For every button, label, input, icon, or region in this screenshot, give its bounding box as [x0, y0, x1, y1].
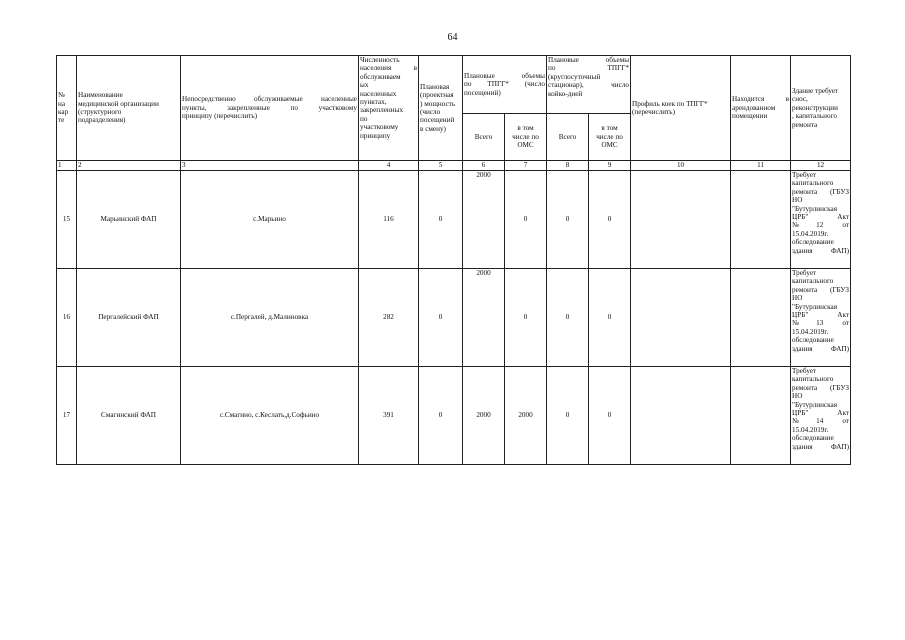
- cell-line: 15.04.2019г.: [792, 327, 829, 336]
- header-rented: [731, 56, 791, 161]
- cell-line: Здание требует: [792, 86, 839, 95]
- cell-line: НО: [792, 294, 803, 303]
- row-visits-oms: 0: [505, 171, 547, 269]
- cell-line: по ТПГГ* (число: [464, 80, 546, 89]
- header-visits-oms: [505, 114, 547, 161]
- row-points: с.Пергалей, д.Малиновка: [181, 269, 359, 367]
- colnum-5: 5: [419, 161, 463, 171]
- cell-line: населения в: [360, 64, 417, 73]
- facilities-table: [56, 55, 851, 465]
- row-org: Марьинский ФАП: [77, 171, 181, 269]
- header-hospital-oms: [589, 114, 631, 161]
- row-hospital-total: 0: [547, 367, 589, 465]
- cell-line: по: [360, 114, 368, 123]
- cell-line: капитального: [792, 277, 834, 286]
- cell-line: обследование: [792, 238, 834, 247]
- cell-line: обследование: [792, 434, 834, 443]
- header-section: [57, 56, 851, 171]
- colnum-4: 4: [359, 161, 419, 171]
- cell-line: ) мощность: [420, 99, 456, 108]
- row-num: 16: [57, 269, 77, 367]
- row-num: 17: [57, 367, 77, 465]
- table-row: [57, 171, 851, 269]
- column-numbers-row: [57, 161, 851, 171]
- cell-line: №14 от: [792, 417, 850, 426]
- cell-line: №: [58, 91, 65, 100]
- cell-line: обслуживаем: [360, 72, 401, 81]
- cell-line: пунктах,: [360, 98, 387, 107]
- cell-line: принципу (перечислить): [182, 112, 257, 121]
- cell-line: ых: [360, 81, 369, 90]
- cell-line: те: [58, 116, 65, 125]
- header-visits-total: Всего: [463, 114, 505, 161]
- cell-line: №13 от: [792, 319, 850, 328]
- row-population: 391: [359, 367, 419, 465]
- table-row: [57, 269, 851, 367]
- row-population: 282: [359, 269, 419, 367]
- row-points: с.Смагино, с.Кеслать,д.Софьино: [181, 367, 359, 465]
- cell-line: ЦРБ" Акт: [792, 311, 850, 320]
- cell-line: в том: [517, 124, 534, 133]
- cell-line: подразделения): [78, 116, 126, 125]
- cell-line: в смену): [420, 124, 446, 133]
- header-capacity: [419, 56, 463, 161]
- cell-line: (проектная: [420, 91, 454, 100]
- cell-line: в том: [601, 124, 618, 133]
- cell-line: "Бутурлинская: [792, 302, 837, 311]
- cell-line: 15.04.2019г.: [792, 229, 829, 238]
- page-number: 64: [447, 32, 458, 43]
- row-capacity: 0: [419, 269, 463, 367]
- colnum-1: 1: [57, 161, 77, 171]
- cell-line: Плановая: [420, 82, 450, 91]
- cell-line: НО: [792, 392, 803, 401]
- row-building: [791, 171, 851, 269]
- colnum-10: 10: [631, 161, 731, 171]
- cell-line: (структурного: [78, 108, 122, 116]
- cell-line: здания ФАП): [792, 442, 850, 451]
- cell-line: ремонта: [792, 120, 818, 129]
- cell-line: арендованном: [732, 103, 776, 112]
- cell-line: капитального: [792, 375, 834, 384]
- colnum-12: 12: [791, 161, 851, 171]
- row-visits-total: 2000: [463, 269, 505, 367]
- cell-line: (круглосуточный: [548, 72, 601, 81]
- cell-line: ремонта (ГБУЗ: [792, 187, 850, 196]
- cell-line: Непосредственно обслуживаемые населенные: [182, 95, 357, 104]
- cell-line: койко-дней: [548, 89, 583, 98]
- row-capacity: 0: [419, 171, 463, 269]
- cell-line: ОМС: [601, 141, 618, 150]
- row-capacity: 0: [419, 367, 463, 465]
- row-org: Смагинский ФАП: [77, 367, 181, 465]
- cell-line: кар: [58, 108, 69, 116]
- header-org: [77, 56, 181, 161]
- row-hospital-oms: 0: [589, 171, 631, 269]
- cell-line: помещении: [732, 112, 768, 121]
- cell-line: числе по: [512, 132, 539, 141]
- cell-line: Требует: [792, 269, 817, 277]
- cell-line: Профиль коек по ТПГГ*: [632, 99, 708, 108]
- cell-line: населенных: [360, 89, 397, 98]
- row-visits-total: 2000: [463, 367, 505, 465]
- colnum-2: 2: [77, 161, 181, 171]
- header-row-1: [57, 56, 851, 114]
- data-section: [57, 171, 851, 465]
- cell-line: посещений): [464, 88, 501, 97]
- row-visits-total: 2000: [463, 171, 505, 269]
- cell-line: реконструкции: [792, 103, 838, 112]
- cell-line: медицинской организации: [78, 99, 159, 108]
- cell-line: , капитального: [792, 112, 837, 121]
- cell-line: ОМС: [517, 141, 534, 150]
- header-points: [181, 56, 359, 161]
- row-hospital-oms: 0: [589, 269, 631, 367]
- colnum-3: 3: [181, 161, 359, 171]
- cell-line: ремонта (ГБУЗ: [792, 383, 850, 392]
- colnum-9: 9: [589, 161, 631, 171]
- cell-line: №12 от: [792, 221, 850, 230]
- cell-line: Численность: [360, 56, 400, 64]
- cell-line: "Бутурлинская: [792, 400, 837, 409]
- row-population: 116: [359, 171, 419, 269]
- row-points: с.Марьино: [181, 171, 359, 269]
- row-rented: [731, 171, 791, 269]
- cell-line: Плановые объемы: [548, 56, 630, 64]
- cell-line: "Бутурлинская: [792, 204, 837, 213]
- row-building: [791, 367, 851, 465]
- cell-line: Находится в: [732, 95, 790, 104]
- cell-line: здания ФАП): [792, 246, 850, 255]
- header-profile: [631, 56, 731, 161]
- row-visits-oms: 0: [505, 269, 547, 367]
- cell-line: Требует: [792, 367, 817, 375]
- row-hospital-total: 0: [547, 269, 589, 367]
- cell-line: по ТПГГ*: [548, 64, 630, 73]
- row-rented: [731, 367, 791, 465]
- row-profile: [631, 171, 731, 269]
- cell-line: здания ФАП): [792, 344, 850, 353]
- colnum-8: 8: [547, 161, 589, 171]
- header-num: [57, 56, 77, 161]
- cell-line: закрепленных: [360, 106, 404, 115]
- cell-line: Плановые объемы: [464, 71, 546, 80]
- header-population: [359, 56, 419, 161]
- colnum-7: 7: [505, 161, 547, 171]
- cell-line: числе по: [596, 132, 623, 141]
- cell-line: Требует: [792, 171, 817, 179]
- cell-line: посещений: [420, 116, 455, 125]
- cell-line: снос,: [792, 95, 808, 104]
- row-rented: [731, 269, 791, 367]
- cell-line: капитального: [792, 179, 834, 188]
- cell-line: принципу: [360, 131, 391, 140]
- cell-line: (перечислить): [632, 108, 675, 116]
- cell-line: обследование: [792, 336, 834, 345]
- cell-line: ЦРБ" Акт: [792, 409, 850, 418]
- cell-line: НО: [792, 196, 803, 205]
- row-org: Пергалейский ФАП: [77, 269, 181, 367]
- colnum-6: 6: [463, 161, 505, 171]
- header-hospital-total: Всего: [547, 114, 589, 161]
- row-num: 15: [57, 171, 77, 269]
- table-row: [57, 367, 851, 465]
- cell-line: пункты, закрепленные по участковому: [182, 103, 357, 112]
- row-visits-oms: 2000: [505, 367, 547, 465]
- header-building: [791, 56, 851, 161]
- cell-line: стационар), число: [548, 81, 630, 90]
- row-hospital-oms: 0: [589, 367, 631, 465]
- row-profile: [631, 269, 731, 367]
- cell-line: ремонта (ГБУЗ: [792, 285, 850, 294]
- row-hospital-total: 0: [547, 171, 589, 269]
- row-profile: [631, 367, 731, 465]
- cell-line: на: [58, 99, 66, 108]
- cell-line: участковому: [360, 123, 399, 132]
- header-hospital: [547, 56, 631, 114]
- cell-line: ЦРБ" Акт: [792, 213, 850, 222]
- cell-line: (число: [420, 108, 441, 116]
- cell-line: 15.04.2019г.: [792, 425, 829, 434]
- colnum-11: 11: [731, 161, 791, 171]
- row-building: [791, 269, 851, 367]
- cell-line: Наименование: [78, 91, 123, 100]
- header-visits: [463, 56, 547, 114]
